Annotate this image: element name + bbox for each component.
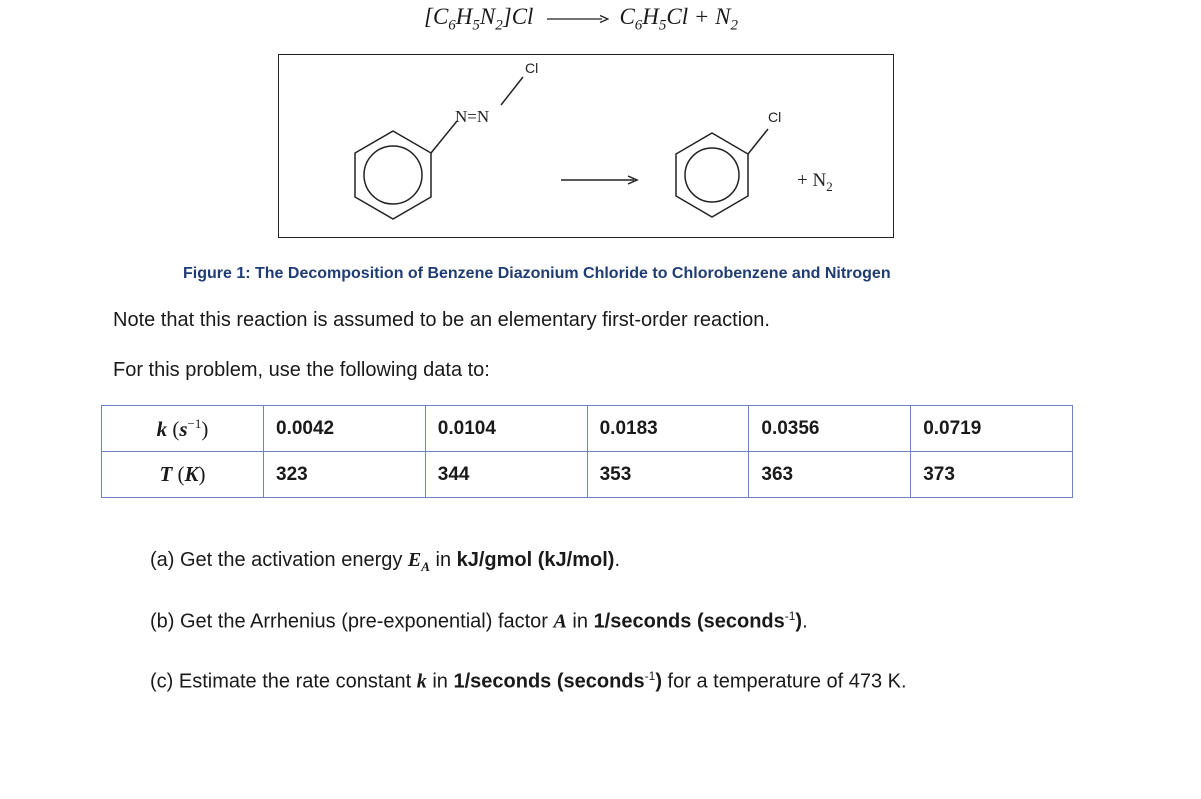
intro-text: For this problem, use the following data to: — [113, 359, 490, 381]
product-cl-label: Cl — [768, 109, 782, 125]
question-a: (a) Get the activation energy $E_A$ in kJ/gmol (kJ/mol). — [150, 549, 620, 574]
product-formula: $C_6H_5Cl + N_2$ — [619, 4, 739, 34]
nitrogen-product-label: + $N_2$ — [797, 170, 833, 194]
reactant-cl-label: Cl — [525, 60, 539, 76]
figure-caption: Figure 1: The Decomposition of Benzene Diazonium Chloride to Chlorobenzene and Nitrogen — [183, 265, 891, 282]
ring-to-cl-bond — [748, 129, 768, 154]
table-cell: 0.0719 — [911, 406, 1073, 452]
table-cell: 373 — [911, 452, 1073, 498]
note-text: Note that this reaction is assumed to be an elementary first-order reaction. — [113, 309, 770, 331]
diazo-group-label: N=N — [455, 107, 490, 126]
table-cell: 344 — [425, 452, 587, 498]
reactant-aromatic-circle — [364, 146, 422, 204]
ring-to-n-bond — [431, 121, 457, 153]
table-cell: 0.0104 — [425, 406, 587, 452]
n-to-cl-bond — [501, 77, 523, 105]
reaction-scheme-figure — [278, 54, 894, 238]
table-cell: 363 — [749, 452, 911, 498]
question-c: (c) Estimate the rate constant k in 1/seconds (seconds$^{-1}$) for a temperature of 473 K. — [150, 669, 907, 693]
table-cell: 353 — [587, 452, 749, 498]
reaction-equation — [424, 4, 738, 35]
k-row-header: k $(s^{-1})$ — [102, 406, 264, 452]
rate-constant-table — [101, 405, 1073, 498]
table-cell: 323 — [264, 452, 426, 498]
table-cell: 0.0042 — [264, 406, 426, 452]
product-aromatic-circle — [685, 148, 739, 202]
table-row — [102, 452, 1073, 498]
t-row-header: T (K) — [102, 452, 264, 498]
question-b: (b) Get the Arrhenius (pre-exponential) factor A in 1/seconds (seconds$^{-1}$). — [150, 609, 808, 633]
reactant-formula: $[C_6H_5N_2]Cl$ — [424, 4, 534, 34]
reaction-arrow-icon — [547, 14, 609, 24]
reactant-benzene-ring — [355, 131, 431, 219]
table-cell: 0.0356 — [749, 406, 911, 452]
table-cell: 0.0183 — [587, 406, 749, 452]
table-row — [102, 406, 1073, 452]
product-benzene-ring — [676, 133, 748, 217]
reaction-scheme-drawing — [279, 55, 895, 239]
